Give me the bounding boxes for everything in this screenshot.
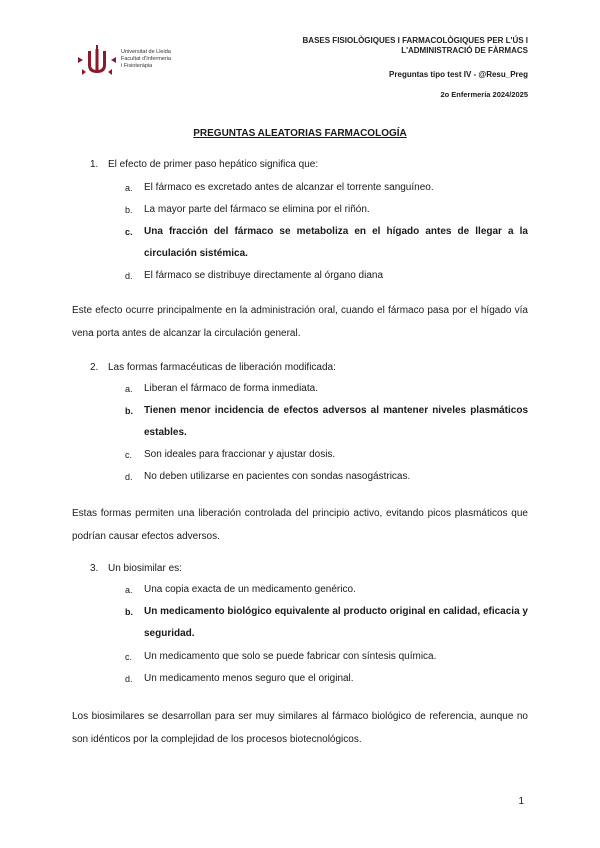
- option-letter: b.: [125, 607, 133, 617]
- course-title-line-1: BASES FISIOLÒGIQUES I FARMACOLÒGIQUES PER L'ÚS I: [302, 36, 528, 45]
- option-letter: b.: [125, 205, 133, 215]
- university-emblem-icon: [76, 43, 118, 79]
- logo-line-1: Universitat de Lleida: [121, 49, 171, 55]
- option-letter: a.: [125, 384, 133, 394]
- question-3: [90, 563, 182, 574]
- option-letter: d.: [125, 674, 133, 684]
- option-text: Son ideales para fraccionar y ajustar dosis.: [144, 449, 336, 460]
- question-2-explanation: Estas formas permiten una liberación controlada del principio activo, evitando picos plasmáticos que podrían causar efectos adversos.: [72, 508, 528, 542]
- question-number: 3.: [90, 563, 99, 574]
- option-letter: d.: [125, 472, 133, 482]
- header-year: 2o Enfermería 2024/2025: [440, 90, 528, 99]
- question-2: [90, 362, 336, 373]
- page-title: PREGUNTAS ALEATORIAS FARMACOLOGÍA: [193, 128, 407, 139]
- option-letter: c.: [125, 450, 133, 460]
- question-number: 2.: [90, 362, 99, 373]
- question-1-option-c-correct: [125, 221, 528, 265]
- question-number: 1.: [90, 159, 99, 170]
- university-logo: [76, 43, 186, 83]
- option-text: Una fracción del fármaco se metaboliza en el hígado antes de llegar a la circulación sistémica.: [144, 226, 528, 259]
- option-text: Un medicamento biológico equivalente al producto original en calidad, eficacia y seguridad.: [144, 606, 528, 639]
- option-letter: c.: [125, 227, 133, 237]
- option-text: El fármaco es excretado antes de alcanzar el torrente sanguíneo.: [144, 182, 434, 193]
- question-1-option-a: [125, 177, 528, 199]
- question-1: [90, 159, 318, 170]
- option-letter: b.: [125, 406, 133, 416]
- option-letter: a.: [125, 585, 133, 595]
- question-3-option-a: [125, 579, 528, 601]
- option-text: Liberan el fármaco de forma inmediata.: [144, 383, 318, 394]
- option-text: Un medicamento que solo se puede fabricar con síntesis química.: [144, 651, 437, 662]
- question-3-option-b-correct: [125, 601, 528, 645]
- logo-text: [121, 49, 171, 70]
- question-1-option-b: [125, 199, 528, 221]
- option-text: Un medicamento menos seguro que el original.: [144, 673, 354, 684]
- question-2-option-c: [125, 444, 528, 466]
- logo-line-2: Facultat d'Infermeria: [121, 56, 171, 62]
- option-letter: a.: [125, 183, 133, 193]
- option-text: Tienen menor incidencia de efectos adversos al mantener niveles plasmáticos estables.: [144, 405, 528, 438]
- question-3-explanation: Los biosimilares se desarrollan para ser muy similares al fármaco biológico de referencia, aunque no son idénticos por la complejidad de los procesos biotecnológicos.: [72, 711, 528, 745]
- course-title: [303, 36, 528, 56]
- question-1-explanation: Este efecto ocurre principalmente en la administración oral, cuando el fármaco pasa por el hígado vía vena porta antes de alcanzar la circulación general.: [72, 305, 528, 339]
- question-text: Las formas farmacéuticas de liberación modificada:: [108, 362, 336, 373]
- option-text: La mayor parte del fármaco se elimina por el riñón.: [144, 204, 370, 215]
- course-title-line-2: L'ADMINISTRACIÓ DE FÀRMACS: [401, 46, 528, 55]
- question-2-option-d: [125, 466, 528, 488]
- question-text: Un biosimilar es:: [108, 563, 182, 574]
- option-letter: c.: [125, 652, 133, 662]
- question-2-option-b-correct: [125, 400, 528, 444]
- question-1-option-d: [125, 265, 528, 287]
- option-text: No deben utilizarse en pacientes con sondas nasogástricas.: [144, 471, 411, 482]
- logo-line-3: i Fisioteràpia: [121, 63, 153, 69]
- page-number: 1: [518, 796, 524, 807]
- option-letter: d.: [125, 271, 133, 281]
- question-2-option-a: [125, 378, 528, 400]
- header-subtitle: Preguntas tipo test IV - @Resu_Preg: [389, 70, 528, 79]
- question-3-option-d: [125, 668, 528, 690]
- question-3-option-c: [125, 646, 528, 668]
- question-text: El efecto de primer paso hepático significa que:: [108, 159, 319, 170]
- option-text: El fármaco se distribuye directamente al órgano diana: [144, 270, 384, 281]
- option-text: Una copia exacta de un medicamento genérico.: [144, 584, 356, 595]
